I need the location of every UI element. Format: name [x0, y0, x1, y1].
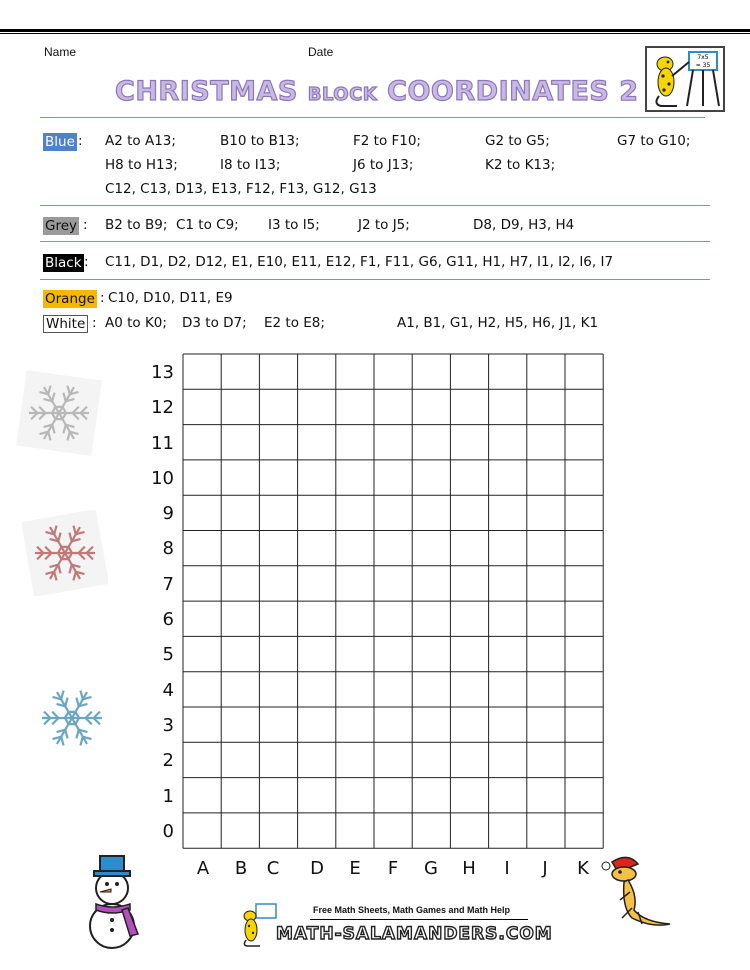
grey-item: I3 to I5;	[268, 217, 320, 233]
grey-item: C1 to C9;	[176, 217, 239, 233]
title-part-3: COORDINATES 2	[387, 76, 639, 107]
key-blue-label: Blue	[45, 134, 75, 150]
blue-item: J6 to J13;	[353, 157, 414, 173]
y-axis-label: 13	[151, 362, 174, 383]
grey-item: D8, D9, H3, H4	[473, 217, 575, 233]
blue-item: A2 to A13;	[105, 133, 176, 149]
y-axis-label: 11	[151, 433, 174, 454]
blue-item: K2 to K13;	[485, 157, 556, 173]
y-axis-label: 7	[162, 574, 174, 595]
orange-item: C10, D10, D11, E9	[108, 290, 233, 306]
footer-rule	[310, 919, 528, 920]
y-axis-label: 2	[162, 750, 174, 771]
x-axis-label: I	[504, 858, 510, 879]
x-axis-label: G	[424, 858, 438, 879]
key-black-label: Black	[45, 255, 82, 271]
title-part-1: CHRISTMAS	[115, 76, 298, 107]
x-axis-label: E	[349, 858, 361, 879]
snowflake-icon	[22, 510, 108, 596]
grey-item: J2 to J5;	[358, 217, 410, 233]
y-axis-label: 6	[162, 609, 174, 630]
snowflake-icon	[16, 370, 102, 456]
y-axis-label: 1	[162, 786, 174, 807]
snowman-icon	[80, 850, 152, 950]
x-axis-label: C	[266, 858, 280, 879]
key-black-colon: :	[84, 254, 89, 270]
x-axis-label: B	[234, 858, 248, 879]
name-label: Name	[44, 45, 77, 59]
key-white-label: White	[43, 315, 88, 333]
x-axis-label: A	[196, 858, 210, 879]
key-blue-colon: :	[78, 133, 83, 149]
footer-site: MATH-SALAMANDERS.COM	[276, 924, 553, 944]
x-axis-label: F	[387, 858, 399, 879]
white-item: E2 to E8;	[264, 315, 325, 331]
blue-item: B10 to B13;	[220, 133, 300, 149]
black-item: C11, D1, D2, D12, E1, E10, E11, E12, F1, F11, G6, G11, H1, H7, I1, I2, I6, I7	[105, 254, 614, 270]
key-grey-label: Grey	[45, 218, 78, 234]
y-axis-label: 10	[151, 468, 174, 489]
snowflake-icon	[32, 678, 112, 758]
salamander-icon	[598, 852, 678, 932]
footer-logo-icon	[240, 902, 280, 948]
board-text-1: 7x5	[697, 54, 709, 61]
x-axis-label: J	[542, 858, 548, 879]
blue-item: F2 to F10;	[353, 133, 421, 149]
key-grey-colon: :	[83, 217, 88, 233]
x-axis-label: D	[310, 858, 324, 879]
footer-tagline: Free Math Sheets, Math Games and Math Help	[313, 905, 511, 915]
blue-item: G7 to G10;	[617, 133, 691, 149]
blue-item: H8 to H13;	[105, 157, 178, 173]
y-axis-label: 8	[162, 538, 174, 559]
y-axis-label: 3	[162, 715, 174, 736]
grey-item: B2 to B9;	[105, 217, 168, 233]
y-axis-label: 5	[162, 644, 174, 665]
key-orange-label: Orange	[45, 291, 95, 307]
y-axis-label: 12	[151, 397, 174, 418]
board-text-2: = 35	[695, 62, 711, 69]
blue-item: I8 to I13;	[220, 157, 281, 173]
white-item: A0 to K0;	[105, 315, 167, 331]
x-axis-label: H	[462, 858, 476, 879]
key-white-colon: :	[92, 315, 97, 331]
y-axis-label: 9	[162, 503, 174, 524]
x-axis-label: K	[577, 858, 589, 879]
white-item: A1, B1, G1, H2, H5, H6, J1, K1	[397, 315, 599, 331]
title-part-2: BLOCK	[307, 84, 378, 105]
key-orange-colon: :	[100, 290, 105, 306]
blue-item: C12, C13, D13, E13, F12, F13, G12, G13	[105, 181, 377, 197]
white-item: D3 to D7;	[182, 315, 247, 331]
y-axis-label: 0	[162, 821, 174, 842]
blue-item: G2 to G5;	[485, 133, 550, 149]
y-axis-label: 4	[162, 680, 174, 701]
date-label: Date	[308, 45, 334, 59]
